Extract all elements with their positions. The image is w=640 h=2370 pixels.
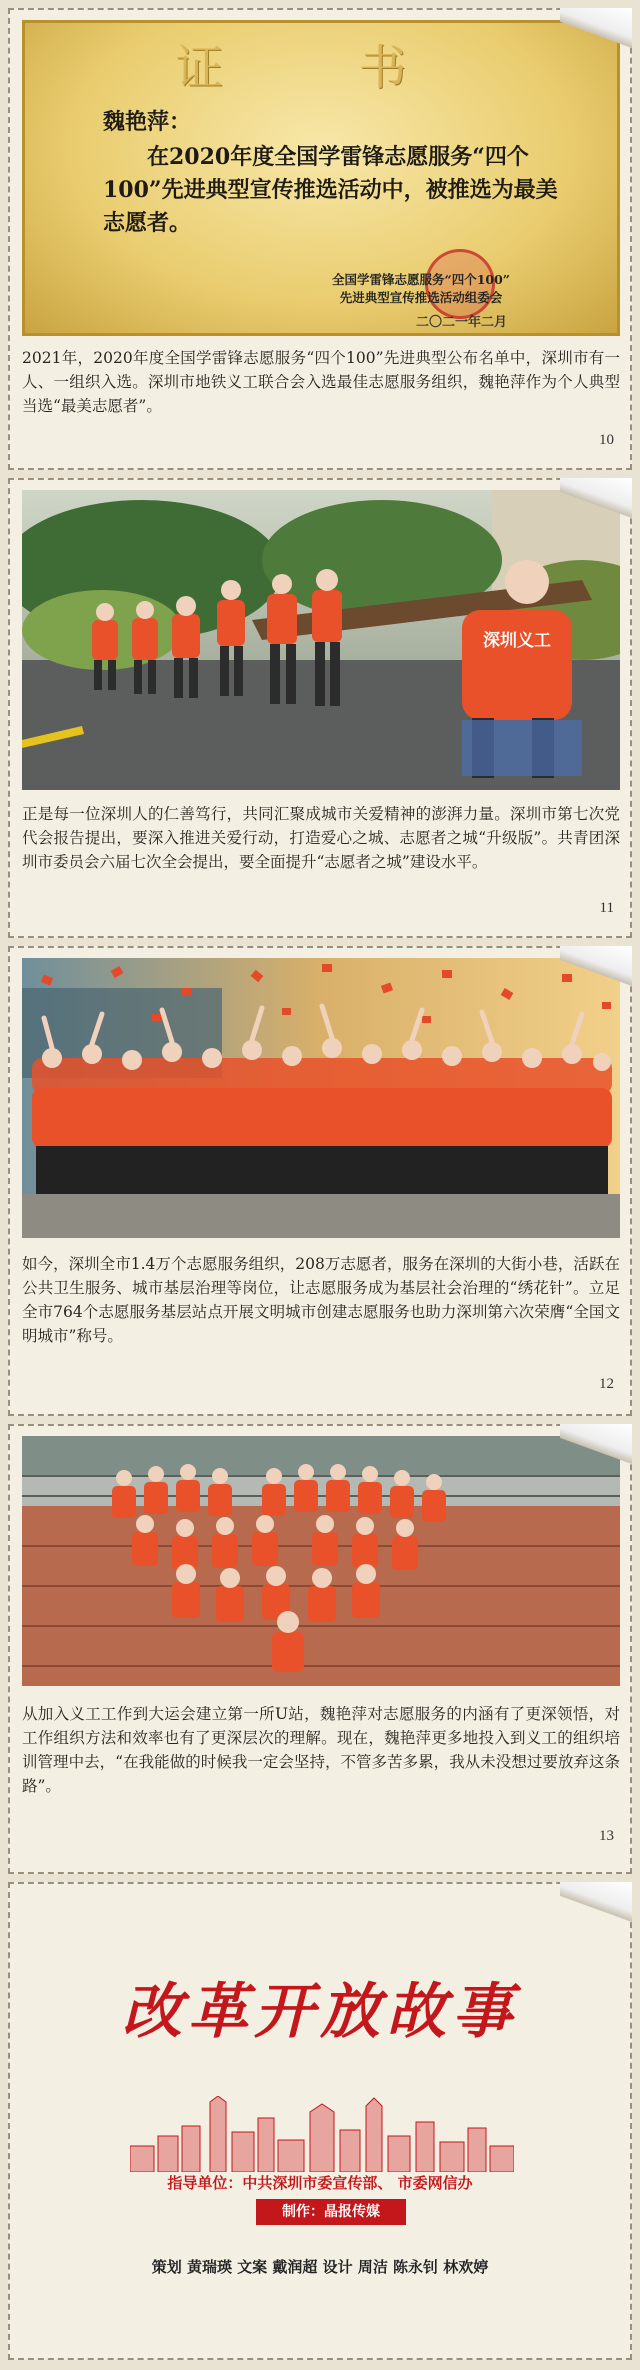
page-number-10: 10 <box>599 432 614 448</box>
page-curl-icon <box>560 1882 632 1922</box>
page-number-13: 13 <box>599 1828 614 1844</box>
story-panel-12 <box>8 946 632 1416</box>
caption-13: 从加入义工工作到大运会建立第一所U站，魏艳萍对志愿服务的内涵有了更深领悟，对工作组织方法和效率也有了更深层次的理解。现在，魏艳萍更多地投入到义工的组织培训管理中去，“在我能做的时候我一定会坚持，不管多苦多累，我从未没想过要放弃这条路”。 <box>22 1705 620 1795</box>
cheering-volunteers-photo <box>22 958 620 1238</box>
volunteers-tree-photo <box>22 490 620 790</box>
page-number-12: 12 <box>599 1376 614 1392</box>
producer-badge: 制作：晶报传媒 <box>256 2199 406 2225</box>
shenzhen-skyline-icon <box>130 2096 514 2172</box>
caption-12: 如今，深圳全市1.4万个志愿服务组织，208万志愿者，服务在深圳的大街小巷，活跃在公共卫生服务、城市基层治理等岗位，让志愿服务成为基层社会治理的“绣花针”。立足全市764个志愿服务基层站点开展文明城市创建志愿服务也助力深圳第六次荣膺“全国文明城市”称号。 <box>22 1255 620 1345</box>
story-panel-11 <box>8 478 632 938</box>
vest-text: 深圳义工 <box>483 631 551 651</box>
volunteers-moving-tree-illustration <box>22 490 620 790</box>
heart-formation-photo <box>22 1436 620 1686</box>
cheering-crowd-illustration <box>22 958 620 1238</box>
credits-line: 策划 黄瑞瑛 文案 戴润超 设计 周洁 陈永钊 林欢婷 <box>151 2258 489 2276</box>
story-panel-13 <box>8 1424 632 1874</box>
page-curl-icon <box>560 8 632 48</box>
certificate-date: 二〇二一年二月 <box>415 315 507 330</box>
story-panel-10 <box>8 8 632 470</box>
certificate-title: 证 书 <box>175 40 467 96</box>
page-curl-icon <box>560 946 632 986</box>
certificate-issuer: 全国学雷锋志愿服务“四个100” 先进典型宣传推选活动组委会 <box>332 272 510 305</box>
page-curl-icon <box>560 478 632 518</box>
sponsor-line: 指导单位：中共深圳市委宣传部、 市委网信办 <box>167 2174 473 2192</box>
caption-10: 2021年，2020年度全国学雷锋志愿服务“四个100”先进典型公布名单中，深圳市有一人、一组织入选。深圳市地铁义工联合会入选最佳志愿服务组织，魏艳萍作为个人典型当选“最美志愿者”。 <box>22 349 620 415</box>
page-number-11: 11 <box>599 900 614 916</box>
certificate-image <box>22 20 620 336</box>
certificate-body: 在2020年度全国学雷锋志愿服务“四个100”先进典型宣传推选活动中，被推选为最美志愿者。 <box>103 144 558 236</box>
series-title: 改革开放故事 <box>122 1977 518 2047</box>
title-panel <box>8 1882 632 2360</box>
caption-11: 正是每一位深圳人的仁善笃行，共同汇聚成城市关爱精神的澎湃力量。深圳市第七次党代会报告提出，要深入推进关爱行动，打造爱心之城、志愿者之城“升级版”。共青团深圳市委员会六届七次全会提出，要全面提升“志愿者之城”建设水平。 <box>22 805 620 871</box>
page-curl-icon <box>560 1424 632 1464</box>
certificate-recipient: 魏艳萍： <box>103 109 192 135</box>
heart-formation-illustration <box>22 1436 620 1686</box>
